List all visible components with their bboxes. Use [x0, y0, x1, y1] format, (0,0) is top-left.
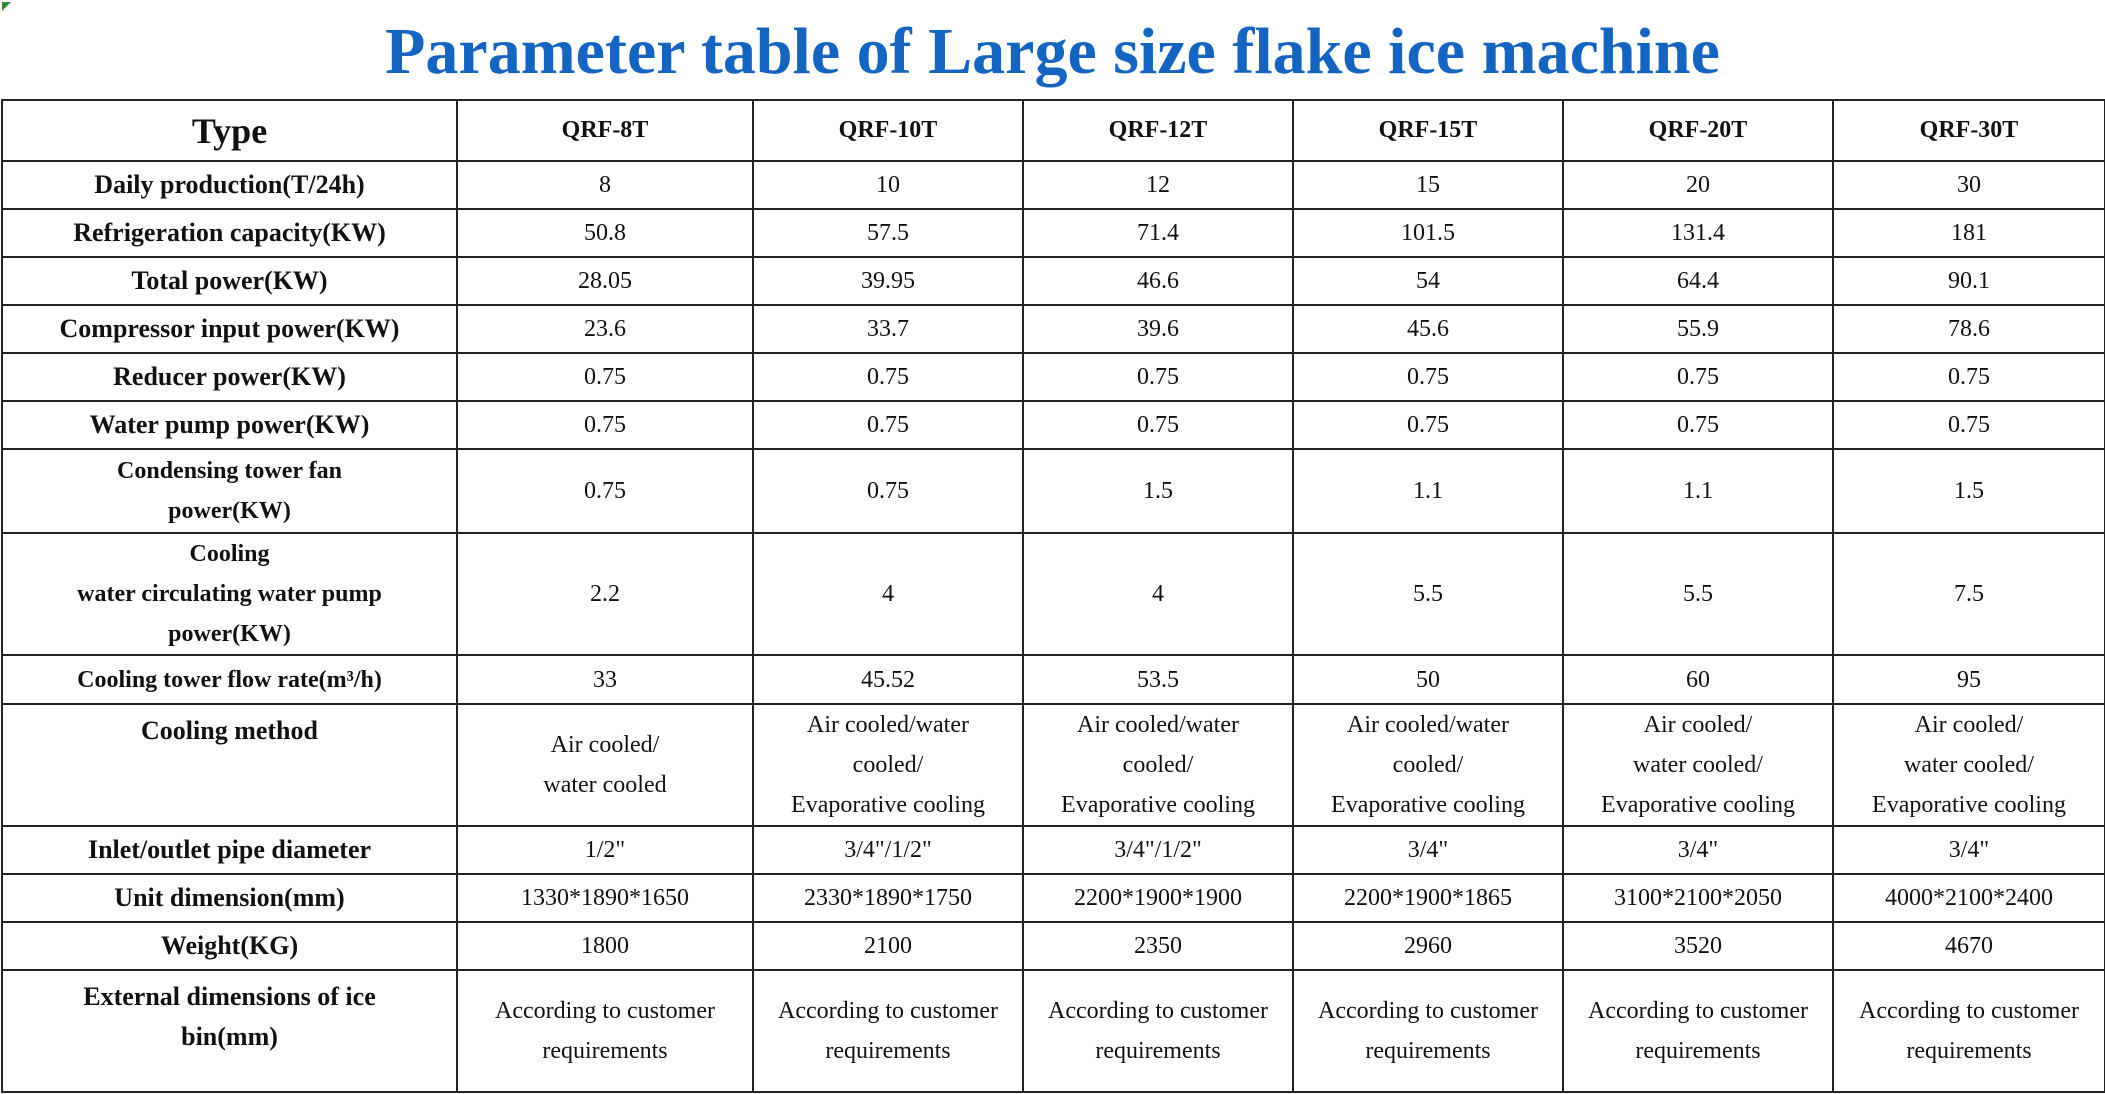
parameter-value: [753, 161, 1023, 209]
parameter-label-line: power(KW): [168, 621, 291, 648]
parameter-value: [1563, 449, 1833, 533]
parameter-value-line: 3/4"/1/2": [1114, 836, 1202, 863]
parameter-value: [457, 161, 753, 209]
parameter-value-line: 0.75: [584, 412, 626, 439]
parameter-value-line: 2350: [1134, 932, 1182, 959]
model-header: QRF-12T: [1023, 100, 1293, 161]
parameter-value: [1293, 353, 1563, 401]
parameter-value-line: 1/2": [584, 836, 626, 863]
parameter-label-line: Cooling tower flow rate(m³/h): [77, 666, 382, 693]
parameter-value: [753, 209, 1023, 257]
parameter-value-line: 0.75: [1407, 364, 1449, 391]
parameter-value: [753, 353, 1023, 401]
parameter-value-line: 28.05: [578, 268, 632, 295]
parameter-label-line: External dimensions of ice: [83, 981, 376, 1011]
parameter-value: [457, 704, 753, 826]
parameter-value: [753, 449, 1023, 533]
parameter-value-line: 1330*1890*1650: [521, 884, 689, 911]
parameter-value-line: requirements: [1365, 1037, 1491, 1064]
parameter-value: [1833, 209, 2105, 257]
parameter-label: [2, 704, 457, 826]
parameter-value: [1833, 874, 2105, 922]
parameter-value: [1023, 305, 1293, 353]
parameter-value: [1833, 922, 2105, 970]
parameter-value-line: 0.75: [867, 364, 909, 391]
parameter-label-line: Condensing tower fan: [117, 458, 342, 485]
parameter-value-line: 7.5: [1954, 581, 1984, 608]
parameter-value: [1023, 161, 1293, 209]
parameter-value-line: 5.5: [1413, 581, 1443, 608]
parameter-label: [2, 970, 457, 1092]
parameter-value-line: 2200*1900*1865: [1344, 884, 1512, 911]
parameter-value-line: 8: [599, 172, 611, 199]
model-header: QRF-10T: [753, 100, 1023, 161]
parameter-value-line: 20: [1686, 172, 1710, 199]
parameter-value-line: 2200*1900*1900: [1074, 884, 1242, 911]
parameter-value: [1023, 533, 1293, 655]
parameter-value: [1293, 533, 1563, 655]
parameter-value-line: Air cooled/water: [807, 711, 969, 738]
parameter-value: [1833, 161, 2105, 209]
parameter-value-line: 23.6: [584, 316, 626, 343]
parameter-label: [2, 209, 457, 257]
parameter-value-line: 39.6: [1137, 316, 1179, 343]
parameter-value-line: 33: [593, 666, 617, 693]
parameter-value-line: 131.4: [1671, 220, 1725, 247]
parameter-value: [1023, 655, 1293, 703]
parameter-value-line: requirements: [825, 1037, 951, 1064]
parameter-value-line: 3/4": [1677, 836, 1719, 863]
parameter-label-line: Compressor input power(KW): [59, 314, 400, 344]
table-row: [2, 161, 2105, 209]
parameter-value-line: 90.1: [1948, 268, 1990, 295]
parameter-value-line: 4000*2100*2400: [1885, 884, 2053, 911]
table-row: [2, 353, 2105, 401]
parameter-value: [753, 874, 1023, 922]
table-row: [2, 874, 2105, 922]
parameter-table: [1, 99, 2105, 1093]
parameter-label: [2, 922, 457, 970]
parameter-value: [1023, 826, 1293, 874]
parameter-value-line: 39.95: [861, 268, 915, 295]
parameter-value: [457, 449, 753, 533]
model-header: QRF-15T: [1293, 100, 1563, 161]
parameter-value-line: 0.75: [1948, 412, 1990, 439]
parameter-value-line: Evaporative cooling: [791, 791, 985, 818]
parameter-value: [1023, 353, 1293, 401]
parameter-value-line: 1.1: [1413, 478, 1443, 505]
parameter-value-line: 0.75: [1137, 364, 1179, 391]
parameter-label-line: Cooling method: [141, 715, 318, 745]
parameter-value: [1293, 209, 1563, 257]
parameter-value: [1563, 826, 1833, 874]
parameter-value-line: requirements: [1906, 1037, 2032, 1064]
parameter-value-line: 3/4"/1/2": [844, 836, 932, 863]
parameter-value: [753, 704, 1023, 826]
parameter-label-line: Reducer power(KW): [113, 362, 346, 392]
parameter-value-line: According to customer: [1318, 997, 1538, 1024]
table-row: [2, 655, 2105, 703]
parameter-value: [1833, 401, 2105, 449]
parameter-value-line: According to customer: [1048, 997, 1268, 1024]
parameter-value-line: 0.75: [1137, 412, 1179, 439]
parameter-value-line: requirements: [1635, 1037, 1761, 1064]
parameter-value: [1563, 401, 1833, 449]
parameter-value: [1833, 305, 2105, 353]
parameter-value: [753, 922, 1023, 970]
parameter-value: [1293, 161, 1563, 209]
parameter-value: [457, 353, 753, 401]
parameter-value: [1563, 161, 1833, 209]
parameter-value: [1293, 257, 1563, 305]
parameter-label: [2, 161, 457, 209]
parameter-value: [1563, 704, 1833, 826]
parameter-value-line: requirements: [1095, 1037, 1221, 1064]
parameter-label-line: Weight(KG): [160, 930, 299, 960]
parameter-value-line: Air cooled/water: [1077, 711, 1239, 738]
parameter-value: [457, 922, 753, 970]
parameter-value: [753, 533, 1023, 655]
parameter-value-line: 45.6: [1407, 316, 1449, 343]
parameter-value-line: 3/4": [1948, 836, 1990, 863]
parameter-label-line: water circulating water pump: [77, 581, 382, 608]
parameter-value-line: water cooled/: [1904, 751, 2034, 778]
parameter-value: [1833, 826, 2105, 874]
parameter-value: [1833, 449, 2105, 533]
parameter-value: [753, 826, 1023, 874]
parameter-value-line: According to customer: [778, 997, 998, 1024]
parameter-value: [1293, 826, 1563, 874]
parameter-value-line: 15: [1416, 172, 1440, 199]
parameter-value: [1293, 922, 1563, 970]
parameter-label: [2, 826, 457, 874]
parameter-value-line: 5.5: [1683, 581, 1713, 608]
parameter-value: [1833, 970, 2105, 1092]
parameter-value-line: 71.4: [1137, 220, 1179, 247]
parameter-value: [1563, 257, 1833, 305]
table-row: [2, 401, 2105, 449]
parameter-value-line: 50.8: [584, 220, 626, 247]
parameter-value-line: According to customer: [1859, 997, 2079, 1024]
parameter-value: [753, 305, 1023, 353]
parameter-value: [457, 257, 753, 305]
parameter-value: [753, 257, 1023, 305]
parameter-value-line: According to customer: [495, 997, 715, 1024]
table-row: [2, 704, 2105, 826]
table-row: [2, 922, 2105, 970]
parameter-value-line: 3/4": [1407, 836, 1449, 863]
parameter-value: [1023, 257, 1293, 305]
table-row: [2, 970, 2105, 1092]
parameter-value: [1023, 449, 1293, 533]
parameter-value-line: 45.52: [861, 666, 915, 693]
parameter-value: [457, 401, 753, 449]
parameter-label-line: power(KW): [168, 498, 291, 525]
parameter-value-line: Air cooled/: [550, 731, 660, 758]
table-row: [2, 533, 2105, 655]
type-header: Type: [2, 100, 457, 161]
parameter-value: [1563, 209, 1833, 257]
parameter-value: [753, 970, 1023, 1092]
table-row: [2, 449, 2105, 533]
parameter-value-line: 0.75: [1948, 364, 1990, 391]
parameter-value: [1563, 922, 1833, 970]
parameter-value-line: 1.1: [1683, 478, 1713, 505]
parameter-value-line: 1.5: [1954, 478, 1984, 505]
model-header: QRF-8T: [457, 100, 753, 161]
parameter-value-line: 60: [1686, 666, 1710, 693]
parameter-value: [1563, 655, 1833, 703]
parameter-value: [457, 655, 753, 703]
parameter-value-line: 0.75: [1407, 412, 1449, 439]
parameter-value: [1293, 401, 1563, 449]
parameter-value-line: 64.4: [1677, 268, 1719, 295]
parameter-value-line: 0.75: [1677, 364, 1719, 391]
parameter-value-line: requirements: [542, 1037, 668, 1064]
parameter-label-line: Unit dimension(mm): [114, 882, 345, 912]
parameter-value-line: 4: [1152, 581, 1164, 608]
parameter-value: [1563, 970, 1833, 1092]
parameter-value-line: 0.75: [867, 412, 909, 439]
parameter-value-line: 30: [1957, 172, 1981, 199]
parameter-label: [2, 874, 457, 922]
parameter-value: [1563, 874, 1833, 922]
parameter-value: [457, 970, 753, 1092]
parameter-value: [1833, 655, 2105, 703]
parameter-label-line: Water pump power(KW): [89, 410, 370, 440]
parameter-value-line: 50: [1416, 666, 1440, 693]
parameter-value-line: 181: [1951, 220, 1987, 247]
header-row: [2, 100, 2105, 161]
parameter-value: [1833, 533, 2105, 655]
parameter-value-line: 95: [1957, 666, 1981, 693]
parameter-value: [1833, 257, 2105, 305]
parameter-value: [1023, 922, 1293, 970]
parameter-value-line: According to customer: [1588, 997, 1808, 1024]
parameter-value: [1563, 353, 1833, 401]
parameter-value: [457, 874, 753, 922]
parameter-value-line: cooled/: [1122, 751, 1194, 778]
parameter-value-line: Air cooled/: [1914, 711, 2024, 738]
parameter-value-line: 101.5: [1401, 220, 1455, 247]
parameter-label: [2, 401, 457, 449]
parameter-value-line: cooled/: [1392, 751, 1464, 778]
parameter-value: [1563, 305, 1833, 353]
parameter-label-line: bin(mm): [181, 1021, 278, 1051]
parameter-value-line: 54: [1416, 268, 1440, 295]
parameter-value: [1293, 655, 1563, 703]
parameter-value-line: 1800: [581, 932, 629, 959]
parameter-value-line: 0.75: [584, 364, 626, 391]
parameter-label-line: Daily production(T/24h): [94, 170, 365, 200]
parameter-value-line: 3520: [1674, 932, 1722, 959]
model-header: QRF-20T: [1563, 100, 1833, 161]
parameter-value-line: 46.6: [1137, 268, 1179, 295]
parameter-value-line: 78.6: [1948, 316, 1990, 343]
parameter-value-line: 0.75: [1677, 412, 1719, 439]
parameter-value: [1023, 874, 1293, 922]
parameter-value-line: Evaporative cooling: [1601, 791, 1795, 818]
parameter-value-line: 55.9: [1677, 316, 1719, 343]
parameter-label-line: Total power(KW): [131, 266, 328, 296]
parameter-value-line: water cooled/: [1633, 751, 1763, 778]
parameter-label: [2, 449, 457, 533]
parameter-value-line: 0.75: [867, 478, 909, 505]
page-title: Parameter table of Large size flake ice machine: [385, 15, 1720, 88]
parameter-value-line: Evaporative cooling: [1872, 791, 2066, 818]
parameter-value-line: 1.5: [1143, 478, 1173, 505]
parameter-value: [457, 826, 753, 874]
parameter-value-line: 53.5: [1137, 666, 1179, 693]
parameter-value: [1563, 533, 1833, 655]
parameter-value-line: Air cooled/: [1643, 711, 1753, 738]
parameter-label-line: Cooling: [189, 541, 270, 568]
parameter-value: [1023, 209, 1293, 257]
parameter-value: [753, 655, 1023, 703]
parameter-value-line: 2330*1890*1750: [804, 884, 972, 911]
parameter-value: [1293, 970, 1563, 1092]
parameter-value: [1023, 401, 1293, 449]
table-row: [2, 209, 2105, 257]
parameter-value-line: 3100*2100*2050: [1614, 884, 1782, 911]
parameter-value-line: Evaporative cooling: [1331, 791, 1525, 818]
parameter-label-line: Refrigeration capacity(KW): [73, 218, 386, 248]
parameter-value: [753, 401, 1023, 449]
parameter-label: [2, 655, 457, 703]
parameter-value: [457, 209, 753, 257]
parameter-value: [1293, 449, 1563, 533]
parameter-value-line: cooled/: [852, 751, 924, 778]
parameter-value-line: 12: [1146, 172, 1170, 199]
parameter-value-line: Air cooled/water: [1347, 711, 1509, 738]
parameter-value: [1833, 353, 2105, 401]
table-row: [2, 257, 2105, 305]
parameter-value: [1293, 704, 1563, 826]
parameter-value-line: water cooled: [543, 771, 667, 798]
parameter-label: [2, 533, 457, 655]
parameter-value: [1293, 305, 1563, 353]
parameter-value-line: 2960: [1404, 932, 1452, 959]
parameter-value: [1833, 704, 2105, 826]
parameter-label: [2, 257, 457, 305]
parameter-value-line: 4670: [1945, 932, 1993, 959]
parameter-value-line: 2.2: [590, 581, 620, 608]
parameter-value: [1023, 970, 1293, 1092]
parameter-value-line: 4: [882, 581, 894, 608]
table-row: [2, 826, 2105, 874]
parameter-value: [457, 305, 753, 353]
parameter-value: [1293, 874, 1563, 922]
parameter-value-line: Evaporative cooling: [1061, 791, 1255, 818]
parameter-label-line: Inlet/outlet pipe diameter: [87, 834, 372, 864]
parameter-value-line: 2100: [864, 932, 912, 959]
parameter-value-line: 10: [876, 172, 900, 199]
model-header: QRF-30T: [1833, 100, 2105, 161]
parameter-value-line: 33.7: [867, 316, 909, 343]
parameter-label: [2, 353, 457, 401]
parameter-value-line: 0.75: [584, 478, 626, 505]
parameter-value: [1023, 704, 1293, 826]
parameter-value: [457, 533, 753, 655]
parameter-label: [2, 305, 457, 353]
parameter-value-line: 57.5: [867, 220, 909, 247]
table-row: [2, 305, 2105, 353]
